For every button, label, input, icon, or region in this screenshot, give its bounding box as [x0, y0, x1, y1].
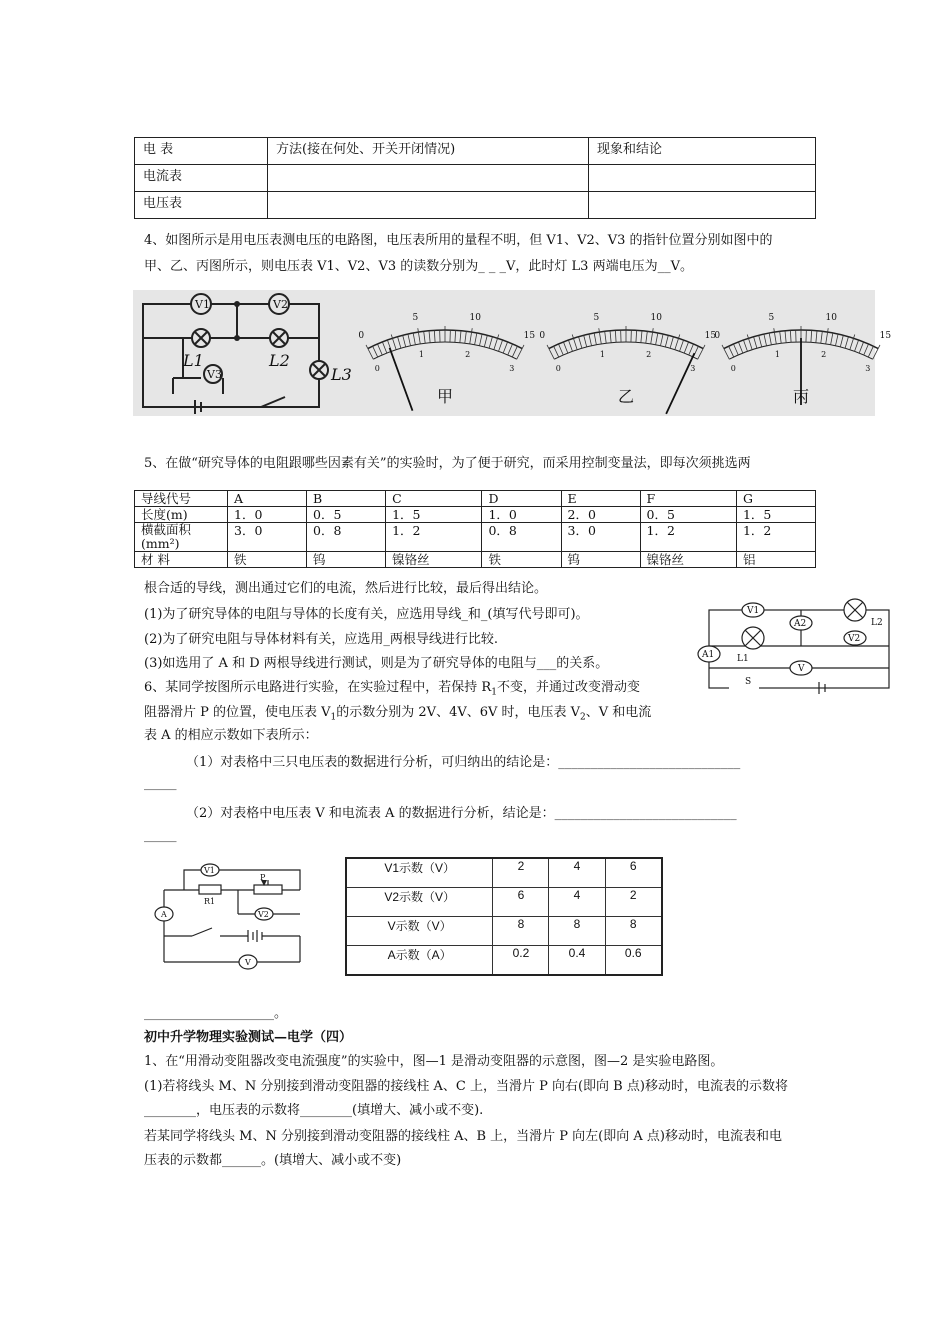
meter-label: V2	[273, 298, 288, 311]
table-cell: 3．0	[561, 523, 640, 552]
dial-tick	[729, 346, 734, 357]
circuit-label: V2	[848, 634, 861, 644]
dial-tick	[579, 337, 582, 349]
dial-tick	[670, 337, 673, 349]
dial-tick-label: 0	[374, 364, 380, 374]
table-cell: 2．0	[561, 507, 640, 523]
dial-tick	[821, 331, 823, 343]
dial-tick	[434, 330, 435, 342]
q5-sub: (2)为了研究电阻与导体材料有关，应选用_两根导线进行比较.	[144, 632, 499, 647]
meter-label: V1	[195, 298, 210, 311]
table-cell: E	[561, 491, 640, 507]
circuit-label: A2	[794, 619, 807, 629]
dial-tick	[599, 328, 602, 344]
dial-tick	[403, 335, 406, 347]
dial-tick-label: 10	[469, 313, 481, 324]
row-label: 横截面积(mm²)	[135, 523, 228, 552]
table-cell: 6	[493, 888, 549, 917]
wire-table	[134, 490, 816, 568]
dial-tick	[811, 330, 812, 342]
dial-tick	[589, 334, 592, 346]
table-cell	[268, 165, 589, 192]
dial-tick	[615, 330, 616, 342]
dial-tick	[754, 337, 757, 349]
dial-tick-label: 15	[523, 330, 536, 341]
dial-tick	[554, 346, 559, 357]
circuit-label: R1	[204, 897, 216, 906]
dial-tick	[465, 331, 467, 343]
dial-tick	[684, 342, 688, 353]
dial-tick-label: 2	[821, 349, 827, 359]
dial-tick-label: 5	[768, 313, 775, 324]
table-cell	[589, 192, 816, 219]
table-header: 电 表	[135, 138, 268, 165]
dial-tick	[689, 344, 694, 355]
table-cell: 钨	[561, 552, 640, 568]
dial-tick	[774, 328, 777, 344]
q5-line: 5、在做“研究导体的电阻跟哪些因素有关”的实验时，为了便于研究，而采用控制变量法，即每次须挑选两	[144, 456, 751, 471]
circuit-figure-2	[695, 598, 895, 700]
table-cell: 铁	[228, 552, 307, 568]
circuit-label: A1	[702, 650, 715, 660]
dial-tick	[594, 333, 596, 345]
dial-tick	[641, 331, 642, 343]
dial-tick	[398, 337, 401, 349]
dial-tick	[479, 334, 482, 346]
dial-pointer	[666, 353, 694, 414]
table-cell: 电压表	[135, 192, 268, 219]
table-cell: 0.2	[493, 946, 549, 976]
q5-line: 根合适的导线，测出通过它们的电流，然后进行比较，最后得出结论。	[144, 581, 548, 596]
dial-tick	[636, 330, 637, 342]
dial-tick	[831, 333, 833, 345]
table-cell: 1．0	[482, 507, 561, 523]
dial-tick	[584, 335, 587, 347]
dial-tick	[568, 340, 572, 351]
q6-line: 6、某同学按图所示电路进行实验，在实验过程中，若保持 $R_1$不变，并通过改变滑动变	[144, 680, 640, 698]
dial-tick-label: 1	[774, 349, 780, 359]
lamp-label: L1	[183, 351, 204, 370]
dial-tick	[503, 342, 507, 353]
circuit-figure-3	[148, 860, 318, 975]
dial-tick-label: 5	[412, 313, 419, 324]
section-line: (1)若将线头 M、N 分别接到滑动变阻器的接线柱 A、C 上，当滑片 P 向右(即向 B 点)移动时，电流表的示数将	[144, 1079, 788, 1094]
dial-tick-label: 0	[555, 364, 561, 374]
dial-tick	[764, 334, 767, 346]
circuit-label: V1	[747, 606, 760, 616]
dial-tick	[656, 333, 658, 345]
table-cell: 1．2	[640, 523, 736, 552]
dial-tick	[665, 335, 668, 347]
q4-line: 4、如图所示是用电压表测电压的电路图，电压表所用的量程不明，但 V1、V2、V3 的指针位置分别如图中的	[144, 233, 773, 248]
table-cell: 0．8	[307, 523, 386, 552]
table-header: 方法(接在何处、开关开闭情况)	[268, 138, 589, 165]
dial-tick-label: 0	[539, 330, 546, 341]
table-cell: 1．5	[736, 507, 815, 523]
table-cell: 3．0	[228, 523, 307, 552]
dial-tick	[868, 346, 873, 357]
table-cell: 8	[549, 917, 605, 946]
meter-label: V3	[207, 368, 222, 381]
table-cell: 0.6	[605, 946, 662, 976]
dial-tick	[508, 344, 513, 355]
table-cell: 2	[493, 858, 549, 888]
dial-tick	[429, 331, 430, 343]
meter-reading-table	[345, 857, 663, 976]
circuit-label: L1	[737, 654, 749, 664]
dial-tick-label: 2	[646, 349, 652, 359]
circuit-figure-3-drawing	[148, 860, 318, 975]
table-cell: A	[228, 491, 307, 507]
dial-tick-label: 0	[730, 364, 736, 374]
table-cell: 0．5	[640, 507, 736, 523]
table-cell: 1．0	[228, 507, 307, 523]
dial-tick	[424, 331, 426, 343]
section-line: ________，电压表的示数将________(填增大、减小或不变).	[144, 1103, 484, 1118]
circuit-label: L2	[871, 618, 883, 628]
dial-tick	[759, 335, 762, 347]
dial-tick	[660, 334, 663, 346]
dial-tick	[680, 340, 684, 351]
dial-caption: 甲	[437, 387, 454, 406]
circuit-label: V	[245, 958, 251, 967]
q6-sub-cont: _____	[144, 776, 177, 791]
dial-tick	[558, 344, 563, 355]
dial-tick	[738, 342, 742, 353]
dial-tick	[475, 333, 477, 345]
circuit-label: V	[798, 664, 805, 674]
dial-tick-label: 3	[865, 364, 871, 374]
dial-tick	[845, 337, 848, 349]
q6-tail: ____________________。	[144, 1006, 288, 1021]
dial-tick	[826, 328, 829, 344]
dial-tick	[563, 342, 567, 353]
table-cell: 电流表	[135, 165, 268, 192]
row-label: 材 料	[135, 552, 228, 568]
dial-tick	[377, 344, 382, 355]
table-cell: 铁	[482, 552, 561, 568]
row-label: A示数（A）	[346, 946, 493, 976]
q5-sub: (1)为了研究导体的电阻与导体的长度有关，应选用导线_和_(填写代号即可)。	[144, 607, 589, 622]
section-line: 1、在“用滑动变阻器改变电流强度”的实验中，图—1 是滑动变阻器的示意图，图—2 是实验电路图。	[144, 1054, 724, 1069]
dial-tick	[470, 328, 473, 344]
dial-tick	[651, 328, 654, 344]
dial-tick	[373, 346, 378, 357]
dial-tick	[408, 334, 411, 346]
q4-line: 甲、乙、丙图所示，则电压表 V1、V2、V3 的读数分别为_ _ _V，此时灯 L3 两端电压为__V。	[144, 259, 693, 274]
row-label: 长度(m)	[135, 507, 228, 523]
dial-tick-label: 10	[825, 313, 837, 324]
table-cell: 4	[549, 888, 605, 917]
table-cell: 铝	[736, 552, 815, 568]
row-label: 导线代号	[135, 491, 228, 507]
table-cell: B	[307, 491, 386, 507]
dial-tick	[840, 335, 843, 347]
q6-line: 表 A 的相应示数如下表所示：	[144, 728, 318, 743]
dial-tick-label: 3	[690, 364, 696, 374]
q5-sub: (3)如选用了 A 和 D 两根导线进行测试，则是为了研究导体的电阻与___的关系。	[144, 656, 609, 671]
dial-caption: 乙	[618, 387, 635, 406]
lamp-label: L3	[331, 365, 352, 384]
table-cell: 6	[605, 858, 662, 888]
table-cell	[268, 192, 589, 219]
q6-sub: （1）对表格中三只电压表的数据进行分析，可归纳出的结论是：____________________________	[186, 755, 741, 770]
dial-tick-label: 5	[593, 313, 600, 324]
dial-caption: 丙	[793, 387, 810, 406]
circuit-label: A	[161, 910, 167, 919]
dial-tick-label: 10	[650, 313, 662, 324]
table-cell: G	[736, 491, 815, 507]
table-cell	[589, 165, 816, 192]
dial-tick	[743, 340, 747, 351]
dial-tick	[785, 331, 786, 343]
dial-tick-label: 1	[418, 349, 424, 359]
dial-tick	[855, 340, 859, 351]
section-heading: 初中升学物理实验测试—电学（四）	[144, 1030, 353, 1045]
q6-line: 阻器滑片 P 的位置，使电压表 $V_1$的示数分别为 2V、4V、6V 时，电压表 $V_2$、V 和电流	[144, 705, 652, 723]
q6-sub-cont: _____	[144, 828, 177, 843]
dial-tick	[499, 340, 503, 351]
table-cell: 2	[605, 888, 662, 917]
dial-tick-label: 0	[358, 330, 365, 341]
dial-tick-label: 1	[599, 349, 605, 359]
row-label: V示数（V）	[346, 917, 493, 946]
table-cell: 8	[493, 917, 549, 946]
dial-tick	[455, 330, 456, 342]
dial-tick-label: 15	[704, 330, 717, 341]
voltmeter-figure	[133, 290, 892, 416]
method-table	[134, 137, 816, 219]
circuit-label: V2	[258, 910, 269, 919]
dial-tick	[418, 328, 421, 344]
dial-tick	[460, 331, 461, 343]
table-cell: 1．5	[386, 507, 482, 523]
dial-tick	[382, 342, 386, 353]
table-cell: 镍铬丝	[640, 552, 736, 568]
table-cell: F	[640, 491, 736, 507]
dial-tick	[835, 334, 838, 346]
circuit-label: S	[745, 677, 752, 687]
section-line: 若某同学将线头 M、N 分别接到滑动变阻器的接线柱 A、B 上，当滑片 P 向左(即向 A 点)移动时，电流表和电	[144, 1129, 782, 1144]
dial-tick	[484, 335, 487, 347]
table-cell: D	[482, 491, 561, 507]
dial-tick	[646, 331, 648, 343]
circuit-label: V1	[204, 866, 215, 875]
dial-tick-label: 0	[714, 330, 721, 341]
dial-tick	[769, 333, 771, 345]
row-label: V2示数（V）	[346, 888, 493, 917]
section-line: 压表的示数都______。(填增大、减小或不变)	[144, 1153, 402, 1168]
table-cell: 1．2	[386, 523, 482, 552]
table-cell: 镍铬丝	[386, 552, 482, 568]
table-cell: 4	[549, 858, 605, 888]
circuit-figure-2-drawing	[695, 598, 895, 700]
dial-tick	[790, 330, 791, 342]
dial-tick-label: 15	[879, 330, 892, 341]
dial-tick	[780, 331, 782, 343]
dial-tick-label: 2	[465, 349, 471, 359]
q6-sub: （2）对表格中电压表 V 和电流表 A 的数据进行分析，结论是：____________________________	[186, 806, 737, 821]
table-cell: 钨	[307, 552, 386, 568]
dial-tick	[413, 333, 415, 345]
table-cell: 0．8	[482, 523, 561, 552]
table-cell: 0.4	[549, 946, 605, 976]
dial-tick	[733, 344, 738, 355]
dial-tick-label: 3	[509, 364, 515, 374]
dial-tick	[859, 342, 863, 353]
dial-tick	[816, 331, 817, 343]
table-cell: 8	[605, 917, 662, 946]
dial-tick	[864, 344, 869, 355]
table-cell: 0．5	[307, 507, 386, 523]
table-cell: 1．2	[736, 523, 815, 552]
dial-tick	[605, 331, 607, 343]
table-header: 现象和结论	[589, 138, 816, 165]
dial-tick	[512, 346, 517, 357]
table-cell: C	[386, 491, 482, 507]
dial-tick	[489, 337, 492, 349]
dial-pointer	[390, 348, 413, 411]
circuit-label: P	[260, 873, 266, 882]
dial-tick	[610, 331, 611, 343]
lamp-label: L2	[269, 351, 290, 370]
row-label: V1示数（V）	[346, 858, 493, 888]
voltmeter-figure-drawing	[133, 290, 892, 416]
